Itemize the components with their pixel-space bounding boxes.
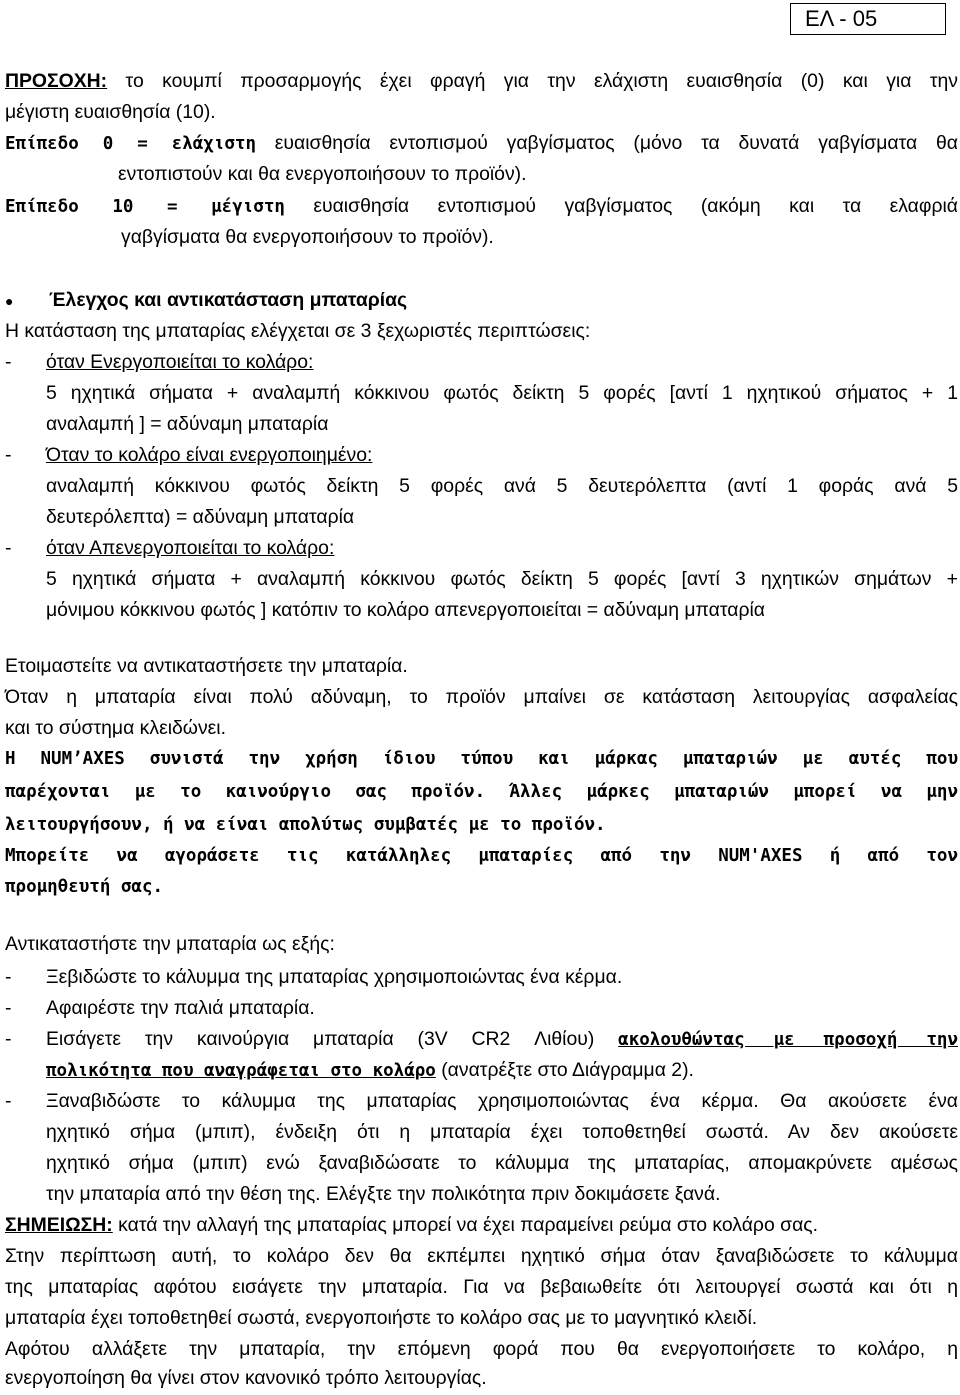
- final-line-2: ενεργοποίηση θα γίνει στον κανονικό τρόπο λειτουργίας.: [5, 1367, 487, 1389]
- step3-line-2: [46, 1055, 960, 1086]
- case1-line-2: αναλαμπή ] = αδύναμη μπαταρία: [46, 413, 329, 435]
- safety-line-2: και το σύστημα κλειδώνει.: [5, 717, 226, 739]
- level10-line: [5, 191, 958, 222]
- warning-line-2: μέγιστη ευαισθησία (10).: [5, 101, 216, 123]
- step4-line-1: Ξαναβιδώστε το κάλυμμα της μπαταρίας χρησιμοποιώντας ένα κέρμα. Θα ακούσετε ένα: [46, 1090, 958, 1112]
- level0-label: Επίπεδο 0 = ελάχιστη: [5, 134, 256, 154]
- dash: -: [5, 537, 12, 559]
- dash: -: [5, 444, 12, 466]
- dash: -: [5, 1090, 12, 1112]
- case1-title: όταν Ενεργοποιείται το κολάρο:: [46, 351, 314, 373]
- dash: -: [5, 966, 12, 988]
- level10-line-2: γαβγίσματα θα ενεργοποιήσουν το προϊόν).: [121, 226, 494, 248]
- battery-intro: Η κατάσταση της μπαταρίας ελέγχεται σε 3 ξεχωριστές περιπτώσεις:: [5, 320, 591, 342]
- recommend-line-1: Η NUM’AXES συνιστά την χρήση ίδιου τύπου και μάρκας μπαταριών με αυτές που: [5, 749, 958, 769]
- case2-line-1: αναλαμπή κόκκινου φωτός δείκτη 5 φορές ανά 5 δευτερόλεπτα (αντί 1 φοράς ανά 5: [46, 475, 958, 497]
- bullet-icon: ●: [5, 293, 14, 309]
- case3-title: όταν Απενεργοποιείται το κολάρο:: [46, 537, 335, 559]
- buy-line-1: Μπορείτε να αγοράσετε τις κατάλληλες μπαταρίες από την NUM'AXES ή από τον: [5, 846, 958, 866]
- step3-line-1: [46, 1024, 958, 1055]
- warning-label: ΠΡΟΣΟΧΗ:: [5, 70, 108, 92]
- step4-line-3: ηχητικό σήμα (μπιπ) ενώ ξαναβιδώσατε το κάλυμμα της μπαταρίας, απομακρύνετε αμέσως: [46, 1152, 958, 1174]
- final-line-1: Αφότου αλλάξετε την μπαταρία, την επόμενη φορά που θα ενεργοποιήσετε το κολάρο, η: [5, 1338, 958, 1360]
- step3-pre: Εισάγετε την καινούργια μπαταρία (3V CR2 Λιθίου): [46, 1028, 619, 1050]
- level10-text: ευαισθησία εντοπισμού γαβγίσματος (ακόμη και τα ελαφριά: [284, 195, 959, 217]
- step3-emphasis-2: πολικότητα που αναγράφεται στο κολάρο: [46, 1061, 436, 1081]
- step4-line-4: την μπαταρία από την θέση της. Ελέγξτε την πολικότητα πριν δοκιμάσετε ξανά.: [46, 1183, 721, 1205]
- recommend-line-2: παρέχονται με το καινούργιο σας προϊόν. Άλλες μάρκες μπαταριών μπορεί να μην: [5, 782, 958, 802]
- dash: -: [5, 351, 12, 373]
- level0-text: ευαισθησία εντοπισμού γαβγίσματος (μόνο τα δυνατά γαβγίσματα θα: [255, 132, 958, 154]
- note-line-1: [5, 1210, 958, 1240]
- recommend-line-3: λειτουργήσουν, ή να είναι απολύτως συμβατές με το προϊόν.: [5, 815, 606, 835]
- note-line-4: μπαταρία έχει τοποθετηθεί σωστά, ενεργοποιήστε το κολάρο σας με το μαγνητικό κλειδί.: [5, 1307, 758, 1329]
- level10-label: Επίπεδο 10 = μέγιστη: [5, 197, 285, 217]
- prepare-text: Ετοιμαστείτε να αντικαταστήσετε την μπαταρία.: [5, 655, 408, 677]
- case2-title: Όταν το κολάρο είναι ενεργοποιημένο:: [46, 444, 373, 466]
- warning-text: το κουμπί προσαρμογής έχει φραγή για την ελάχιστη ευαισθησία (0) και για την: [107, 70, 958, 92]
- case1-line-1: 5 ηχητικά σήματα + αναλαμπή κόκκινου φωτός δείκτη 5 φορές [αντί 1 ηχητικού σήματος + 1: [46, 382, 958, 404]
- replace-intro: Αντικαταστήστε την μπαταρία ως εξής:: [5, 933, 335, 955]
- note-line-2: Στην περίπτωση αυτή, το κολάρο δεν θα εκπέμπει ηχητικό σήμα όταν ξαναβιδώσετε το κάλυμμα: [5, 1245, 958, 1267]
- battery-heading: [5, 285, 958, 316]
- warning-line: [5, 66, 958, 96]
- case2-line-2: δευτερόλεπτα) = αδύναμη μπαταρία: [46, 506, 355, 528]
- buy-line-2: προμηθευτή σας.: [5, 877, 164, 897]
- dash: -: [5, 1028, 12, 1050]
- battery-title: Έλεγχος και αντικατάσταση μπαταρίας: [49, 289, 408, 311]
- dash: -: [5, 997, 12, 1019]
- note-line-3: της μπαταρίας αφότου εισάγετε την μπαταρία. Για να βεβαιωθείτε ότι λειτουργεί σωστά και ότι η: [5, 1276, 958, 1298]
- step2-text: Αφαιρέστε την παλιά μπαταρία.: [46, 997, 315, 1019]
- step3-post: (ανατρέξτε στο Διάγραμμα 2).: [435, 1059, 694, 1081]
- step4-line-2: ηχητικό σήμα (μπιπ), ένδειξη ότι η μπαταρία έχει τοποθετηθεί σωστά. Αν δεν ακούσετε: [46, 1121, 958, 1143]
- step1-text: Ξεβιδώστε το κάλυμμα της μπαταρίας χρησιμοποιώντας ένα κέρμα.: [46, 966, 623, 988]
- level0-line-2: εντοπιστούν και θα ενεργοποιήσουν το προϊόν).: [118, 163, 527, 185]
- step3-emphasis-1: ακολουθώντας με προσοχή την: [618, 1030, 958, 1050]
- safety-line-1: Όταν η μπαταρία είναι πολύ αδύναμη, το προϊόν μπαίνει σε κατάσταση λειτουργίας ασφαλείας: [5, 686, 958, 708]
- case3-line-1: 5 ηχητικά σήματα + αναλαμπή κόκκινου φωτός δείκτη 5 φορές [αντί 3 ηχητικών σημάτων +: [46, 568, 958, 590]
- case3-line-2: μόνιμου κόκκινου φωτός ] κατόπιν το κολάρο απενεργοποιείται = αδύναμη μπαταρία: [46, 599, 766, 621]
- page-code-box: [790, 3, 946, 35]
- level0-line: [5, 128, 958, 159]
- note-text: κατά την αλλαγή της μπαταρίας μπορεί να έχει παραμείνει ρεύμα στο κολάρο σας.: [112, 1214, 819, 1236]
- note-label: ΣΗΜΕΙΩΣΗ:: [5, 1214, 113, 1236]
- page-code: ΕΛ - 05: [805, 6, 878, 31]
